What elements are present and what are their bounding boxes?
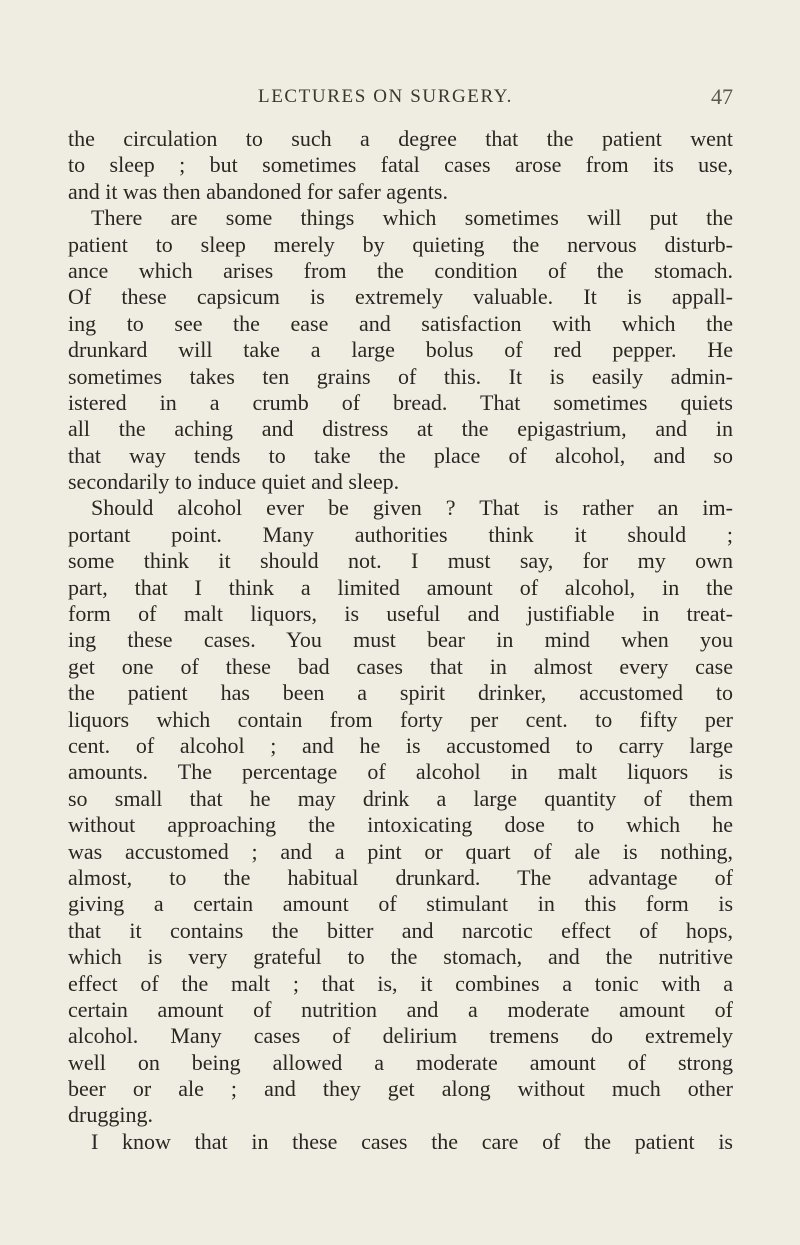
page-number: 47	[711, 84, 733, 109]
text-line: drugging.	[68, 1102, 153, 1128]
text-line: drunkard will take a large bolus of red pepper. He	[68, 337, 733, 363]
text-line: to sleep ; but sometimes fatal cases arose from its use,	[68, 152, 733, 178]
text-line: cent. of alcohol ; and he is accustomed to carry large	[68, 732, 733, 758]
text-line: giving a certain amount of stimulant in this form is	[68, 891, 733, 917]
text-line: without approaching the intoxicating dose to which he	[68, 812, 733, 838]
text-line: effect of the malt ; that is, it combines a tonic with a	[68, 970, 733, 996]
text-line: alcohol. Many cases of delirium tremens do extremely	[68, 1023, 733, 1049]
text-line: the patient has been a spirit drinker, accustomed to	[68, 680, 733, 706]
text-line: sometimes takes ten grains of this. It is easily admin-	[68, 363, 733, 389]
running-head	[68, 86, 733, 110]
text-line: portant point. Many authorities think it should ;	[68, 521, 733, 547]
text-line: that way tends to take the place of alcohol, and so	[68, 442, 733, 468]
text-line: and it was then abandoned for safer agents.	[68, 178, 448, 204]
body-text	[68, 126, 733, 1155]
text-line: ance which arises from the condition of the stomach.	[68, 257, 733, 283]
running-title: LECTURES ON SURGERY.	[258, 86, 513, 107]
text-line: patient to sleep merely by quieting the nervous disturb-	[68, 231, 733, 257]
text-line: well on being allowed a moderate amount of strong	[68, 1049, 733, 1075]
text-line: I know that in these cases the care of the patient is	[91, 1128, 733, 1154]
text-line: Of these capsicum is extremely valuable. It is appall-	[68, 284, 733, 310]
text-line: istered in a crumb of bread. That sometimes quiets	[68, 389, 733, 415]
text-line: Should alcohol ever be given ? That is rather an im-	[91, 495, 733, 521]
text-line: part, that I think a limited amount of alcohol, in the	[68, 574, 733, 600]
text-line: certain amount of nutrition and a moderate amount of	[68, 996, 733, 1022]
text-line: some think it should not. I must say, for my own	[68, 548, 733, 574]
text-line: that it contains the bitter and narcotic effect of hops,	[68, 917, 733, 943]
text-line: amounts. The percentage of alcohol in malt liquors is	[68, 759, 733, 785]
text-line: which is very grateful to the stomach, and the nutritive	[68, 944, 733, 970]
text-line: ing these cases. You must bear in mind when you	[68, 627, 733, 653]
text-line: ing to see the ease and satisfaction with which the	[68, 310, 733, 336]
text-line: was accustomed ; and a pint or quart of ale is nothing,	[68, 838, 733, 864]
text-line: beer or ale ; and they get along without much other	[68, 1076, 733, 1102]
text-line: the circulation to such a degree that the patient went	[68, 126, 733, 151]
text-line: get one of these bad cases that in almost every case	[68, 653, 733, 679]
text-line: secondarily to induce quiet and sleep.	[68, 469, 400, 495]
text-line: form of malt liquors, is useful and justifiable in treat-	[68, 601, 733, 627]
text-line: all the aching and distress at the epigastrium, and in	[68, 416, 733, 442]
text-line: There are some things which sometimes will put the	[91, 205, 733, 231]
text-line: almost, to the habitual drunkard. The advantage of	[68, 864, 733, 890]
text-line: liquors which contain from forty per cent. to fifty per	[68, 706, 733, 732]
text-line: so small that he may drink a large quantity of them	[68, 785, 733, 811]
